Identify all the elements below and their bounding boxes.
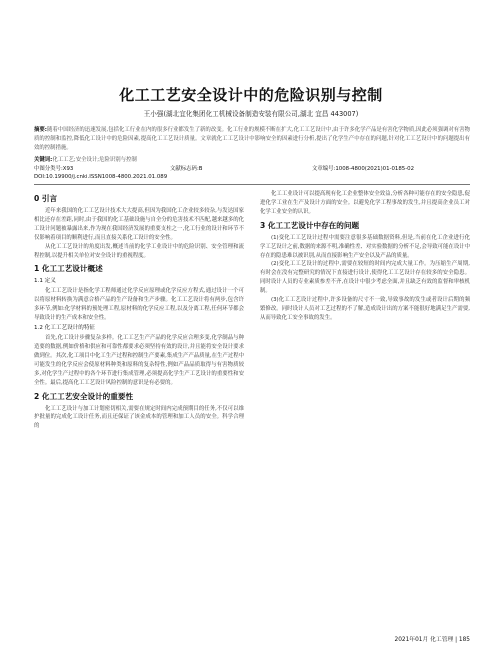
- intro-paragraph-1: 近年来我国的化工工艺设计技术大大提高,但因为我国化工企业较多较杂,与发达国家相比还存在差距,同时,由于我国的化工基础设施与自全分的危害技术不匹配,越来越多的化工设计问题被暴露出来,作为现在我国经济发展的重要支柱之一,化工行业的设计和环节不仅影响着项目的顺利进行,而且直接关系化工设计的安全性。: [34, 208, 244, 241]
- subsection-1-2-paragraph: 首先,化工设计步骤复杂多样。化工工艺生产产品的化学反应合理多变,化学制品与种造要的数据,例如价格和供应和可靠性都要求必须坚持有效的设计,并且能将安全设计要求做到位。其次,化工项目中化工生产过程和控制生产要素,集成生产产品质量,在生产过程中可能发生的化学反应会使原材料种类和原料的复杂特性,例如产品品质取得与有害物质较多,对化学生产过程中的各个环节进行集成管理,必须提高化学生产工艺设计的重要性和安全性。最后,提高化工工艺设计风险控制的意识是有必要的。: [34, 335, 244, 386]
- intro-paragraph-2: 从化工工艺设计的角度出发,概述当前的化学工业设计中的危险识别、安全管理和流程控制,以提升相关单位对安全设计的重视程度。: [34, 243, 244, 259]
- left-column: [34, 190, 244, 431]
- problem-paragraph-3: (3)化工工艺设计过程中,许多设备的尺寸不一致,导致事故的发生或者设计后期的频繁修改。同时设计人员对工艺过程的不了解,造成设计出的方案不能很好地满足生产需要,从而导致化工安全事故的发生。: [260, 297, 470, 321]
- author-affiliation: 王小强(湖北宜化集团化工机械设备制造安装有限公司,湖北 宜昌 443007): [143, 110, 359, 118]
- section-3-heading: 3 化工工艺设计中存在的问题: [260, 220, 360, 230]
- section-0-heading: 0 引言: [34, 194, 58, 203]
- document-code: 文献标志码:B: [170, 166, 203, 172]
- article-number: 文章编号:1008-4800(2021)01-0185-02: [312, 166, 415, 172]
- keywords: [34, 155, 470, 163]
- header-divider: [34, 184, 470, 185]
- subsection-1-1-paragraph: 化工工艺设计是指化学工程师通过化学反应原理或化学反应方程式,通过设计一个可以将原材料转换为满意合格产品的生产设备和生产步骤。化工工艺设计将有两步,包含许多环节,例如:化学材料的预处理工程,原材料的化学反应工程,以及分离工程,任何环节都会导致设计的生产成本和安全性。: [34, 288, 244, 322]
- doi: DOI:10.19900/j.cnki.ISSN1008-4800.2021.01.089: [34, 174, 168, 180]
- paper-title: 化工工艺安全设计中的危险识别与控制: [119, 86, 383, 104]
- clc-number: 中图分类号:X93: [34, 166, 74, 172]
- abstract: [34, 126, 470, 152]
- abstract-text: 随着中国经济的迅速发展,包括化工行业在内的很多行业都发生了新的改变。化工行业的规模不断在扩大,化工工艺设计中,由于许多化学产品是有害化学物质,因此必须强调对有害物质的控制和监控,降低化工设计中的危险因素,提高化工工艺设计质量。文章就化工工艺设计中影响安全的因素进行分析,提出了化学生产中存在的问题,针对化工工艺设计中的问题提出有效的控制措施。: [34, 127, 471, 151]
- abstract-label: 摘要:: [34, 127, 47, 133]
- section-2-paragraph: 化工工艺设计与加工计划密切相关,需要在规定时间内完成预期目的任务,不仅可以维护批量的完成化工设计任务,而且还保证了该金成本的管理和加工人员的安全。科学合理的: [34, 405, 244, 430]
- problem-paragraph-2: (2)变化工工艺设计的过程中,需要在较短的时间内完成大量工作。为压缩生产周期,有时会在没有完整研究的情况下直接进行设计,使得化工工艺设计存在较多的安全隐患。同时设计人员的专业素质参差不齐,在设计中很少考虑全面,并且缺乏有效的监督和审核机制。: [260, 261, 470, 295]
- subsection-1-1-heading: 1.1 定义: [34, 278, 56, 285]
- problem-paragraph-1: (1)变化工工艺设计过程中需要注意很多基础数据资料,但是,当前在化工企业进行化学工艺设计之前,数据的来源不明,准确性差、对实验数据的分析不足,会导致可能在设计中存在的隐患难以被识别,从而直接影响生产安全以及产品的质量。: [260, 234, 470, 259]
- subsection-1-2-heading: 1.2 化工工艺设计的特征: [34, 325, 96, 332]
- section-1-heading: 1 化工工艺设计概述: [34, 264, 103, 274]
- section-2-heading: 2 化工工艺安全设计的重要性: [34, 391, 134, 401]
- right-paragraph-1: 化工工业设计可以提高现有化工企业整体安全效益,分析各种可能存在的安全隐患,促进化学工业在生产及设计方面的安全。以避免化学工程事故的发生,并且提高企业员工对化学工业安全的认识。: [260, 191, 470, 215]
- page-footer: 2021年01月 化工管理 | 185: [394, 637, 470, 643]
- right-column: [260, 190, 470, 323]
- keywords-text: 化工工艺;安全设计;危险识别与控制: [52, 157, 137, 163]
- keywords-label: 关键词:: [34, 157, 53, 163]
